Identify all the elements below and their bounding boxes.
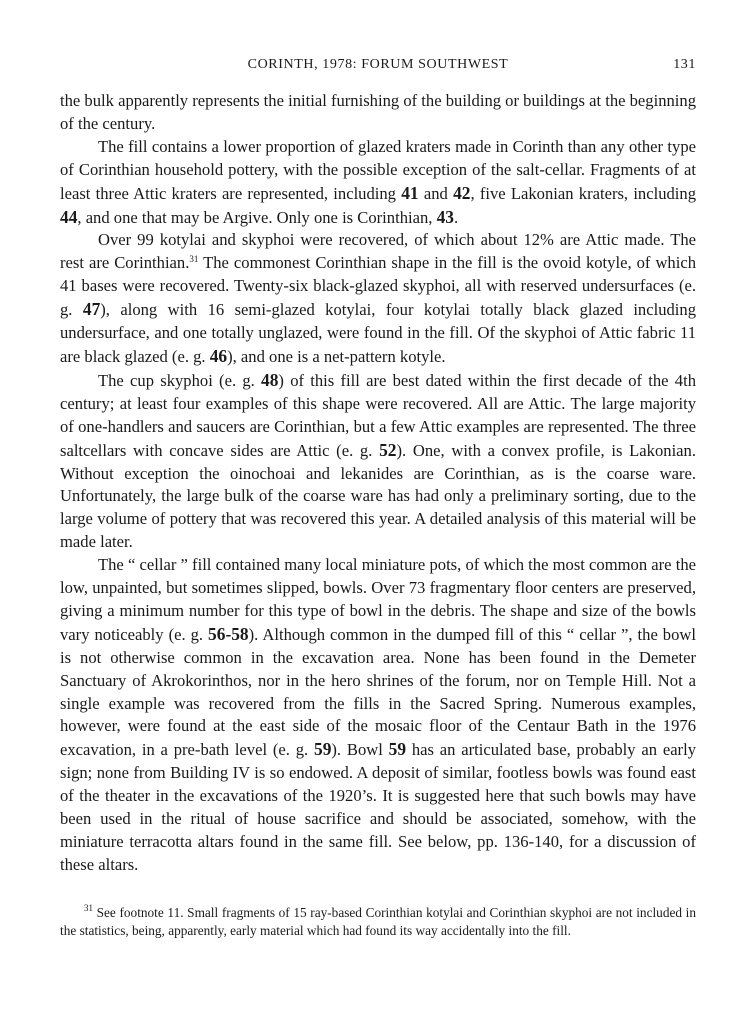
catalogue-ref: 56-58	[208, 623, 249, 644]
catalogue-ref: 47	[82, 299, 101, 320]
catalogue-ref: 42	[453, 182, 471, 203]
paragraph-kotylai: Over 99 kotylai and skyphoi were recovered, of which about 12% are Attic made. The rest are Corinthian.$^{31}$ The commonest Corinthian shape in the fill is the ovoid kotyle, of which 41 bases were recovered. Twenty-six black-glazed skyphoi, all with reserved undersurfaces (e. g. 47), along with 16 semi-glazed kotylai, four kotylai totally black glazed including undersurface, and one totally unglazed, were found in the fill. Of the skyphoi of Attic fabric 11 are black glazed (e. g. 46), and one is a net-pattern kotyle.	[60, 230, 697, 366]
paragraph-cup-skyphoi: The cup skyphoi (e. g. 48) of this fill are best dated within the first decade of the 4th century; at least four examples of this shape were recovered. All are Attic. The large majority of one-handlers and saucers are Corinthian, but a few Attic examples are represented. The three saltcellars with concave sides are Attic (e. g. 52). One, with a convex profile, is Lakonian. Without exception the oinochoai and lekanides are Corinthian, as is the coarse ware. Unfortunately, the large bulk of the coarse ware has had only a preliminary sorting, due to the large volume of pottery that was recovered this year. A detailed analysis of this material will be made later.	[60, 369, 696, 552]
footnote-number: 31	[84, 903, 93, 913]
catalogue-ref: 48	[261, 369, 279, 390]
footnote-text: See footnote 11. Small fragments of 15 ray-based Corinthian kotylai and Corinthian skyphoi are not included in the statistics, being, apparently, early material which had found its way accidentally into the fill.	[60, 905, 696, 938]
paragraph-continuation: the bulk apparently represents the initial furnishing of the building or buildings at the beginning of the century.	[60, 91, 696, 133]
running-title: CORINTH, 1978: FORUM SOUTHWEST	[247, 57, 509, 72]
catalogue-ref: 46	[209, 345, 228, 366]
paragraph-cellar-fill: The “ cellar ” fill contained many local miniature pots, of which the most common are the low, unpainted, but sometimes slipped, bowls. Over 73 fragmentary floor centers are preserved, giving a minimum number for this type of bowl in the debris. The shape and size of the bowls vary noticeably (e. g. 56-58). Although common in the dumped fill of this “ cellar ”, the bowl is not otherwise common in the excavation area. None has been found in the Demeter Sanctuary of Akrokorinthos, nor in the hero shrines of the forum, nor on Temple Hill. Not a single example was recovered from the fills in the Sacred Spring. Numerous examples, however, were found at the east side of the mosaic floor of the Centaur Bath in the 1976 excavation, in a pre-bath level (e. g. 59). Bowl 59 has an articulated base, probably an early sign; none from Building IV is so endowed. A deposit of similar, footless bowls was found east of the theater in the excavations of the 1920’s. It is suggested here that such bowls may have been used in the ritual of house sacrifice and should be associated, somehow, with the miniature terracotta altars found in the same fill. See below, pp. 136-140, for a discussion of these altars.	[60, 555, 696, 874]
footnotes	[60, 904, 696, 939]
paragraph-kraters: The fill contains a lower proportion of glazed kraters made in Corinth than any other type of Corinthian household pottery, with the possible exception of the salt-cellar. Fragments of at least three Attic kraters are represented, including 41 and 42, five Lakonian kraters, including 44, and one that may be Argive. Only one is Corinthian, 43.	[60, 136, 696, 227]
running-head	[60, 57, 696, 77]
body-text	[60, 90, 696, 877]
catalogue-ref: 59	[314, 739, 332, 760]
catalogue-ref: 43	[436, 206, 454, 227]
footnote-marker: 31	[189, 254, 199, 265]
page-number: 131	[673, 57, 696, 72]
catalogue-ref: 44	[60, 206, 78, 227]
catalogue-ref: 52	[379, 439, 397, 460]
page	[60, 0, 696, 1024]
catalogue-ref: 59	[388, 739, 407, 760]
footnote-31	[60, 904, 696, 939]
catalogue-ref: 41	[401, 182, 419, 203]
